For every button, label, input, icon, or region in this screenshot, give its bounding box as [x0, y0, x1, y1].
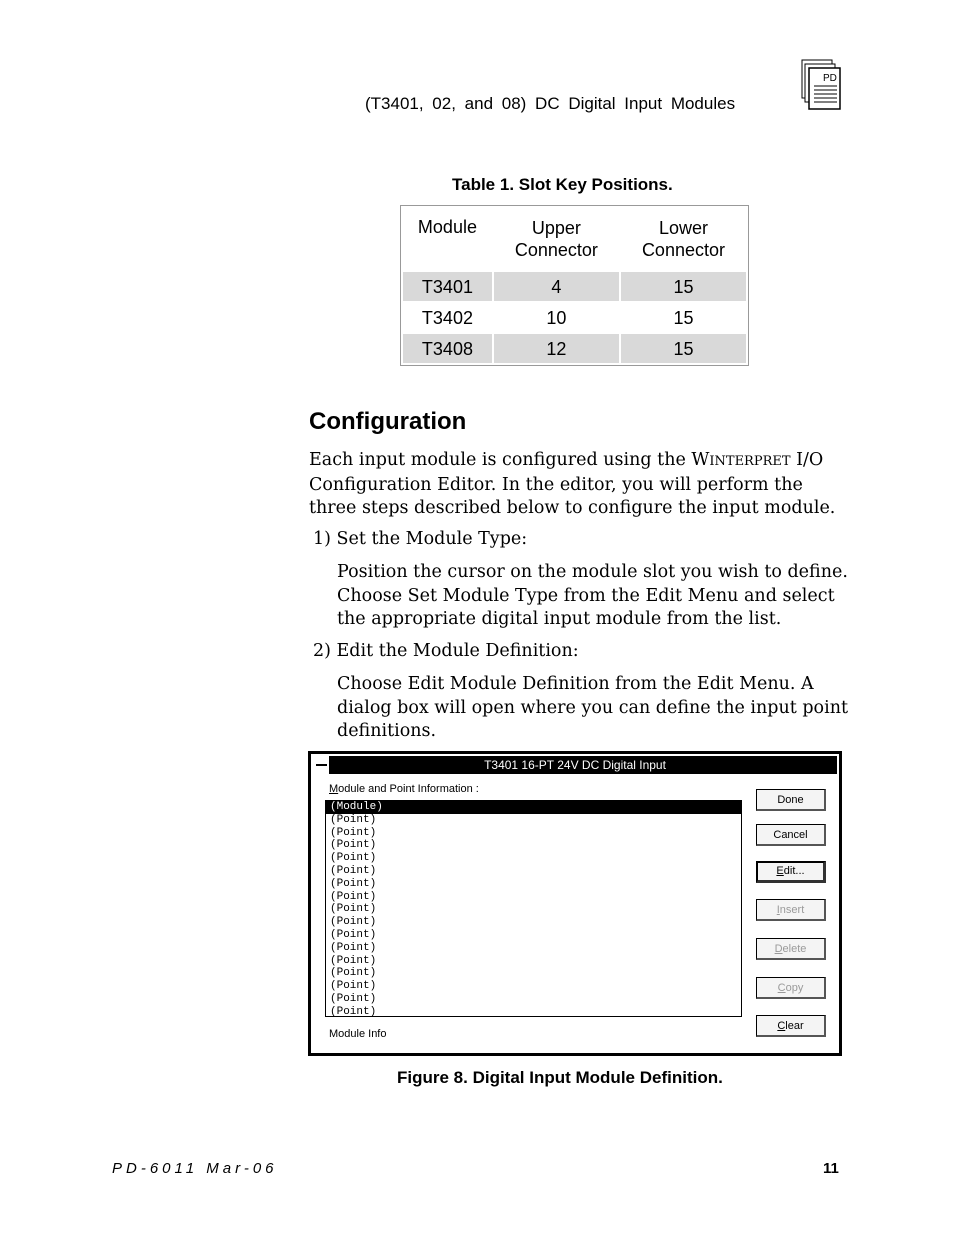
edit-mnemonic: E — [776, 865, 784, 877]
header-upper-line2: Connector — [514, 240, 598, 260]
step2-line-3: definitions. — [337, 721, 437, 741]
list-item[interactable]: (Point) — [330, 852, 377, 865]
list-item[interactable]: (Point) — [330, 890, 377, 903]
table-cell: 15 — [621, 272, 746, 301]
brand-first: W — [691, 450, 710, 470]
clear-mnemonic: C — [777, 1020, 786, 1032]
step1-line-3: the appropriate digital input module from the list. — [337, 609, 782, 629]
table-row — [403, 334, 746, 363]
delete-button[interactable] — [756, 938, 826, 960]
list-item[interactable]: (Point) — [330, 839, 377, 852]
delete-mnemonic: D — [774, 943, 783, 955]
intro-line-3: three steps described below to configure the input module. — [309, 498, 836, 518]
module-info-label: Module Info — [329, 1028, 387, 1040]
module-definition-dialog — [308, 751, 842, 1056]
list-item[interactable]: (Module) — [326, 801, 741, 814]
intro-pre: Each input module is configured using the — [309, 450, 692, 470]
header-upper-line1: Upper — [531, 218, 581, 238]
dialog-title-bar: T3401 16-PT 24V DC Digital Input — [313, 756, 837, 774]
clear-button[interactable] — [756, 1015, 826, 1037]
list-item[interactable]: (Point) — [330, 864, 377, 877]
clear-label-rest: lear — [785, 1020, 804, 1032]
list-item[interactable]: (Point) — [330, 980, 377, 993]
copy-mnemonic: C — [777, 982, 786, 994]
footer-page-number: 11 — [823, 1160, 839, 1177]
intro-paragraph — [309, 449, 835, 521]
list-item[interactable]: (Point) — [330, 813, 377, 826]
table-cell: 12 — [494, 334, 619, 363]
table-header-cell — [494, 208, 619, 270]
table-row — [403, 272, 746, 301]
slot-key-table — [400, 205, 749, 366]
list-item[interactable]: (Point) — [330, 941, 377, 954]
table-cell: 15 — [621, 334, 746, 363]
pd-document-icon — [801, 59, 841, 111]
step2-title: 2) Edit the Module Definition: — [313, 641, 579, 661]
table-cell: 10 — [546, 307, 567, 328]
table-header-row — [403, 208, 746, 270]
intro-line-2: Configuration Editor. In the editor, you will perform the — [309, 474, 803, 495]
table-cell: T3402 — [421, 307, 473, 328]
step2-body — [337, 673, 848, 744]
list-item[interactable]: (Point) — [330, 1005, 377, 1017]
system-menu-icon[interactable] — [313, 756, 331, 774]
cancel-button[interactable]: Cancel — [756, 824, 826, 846]
list-item[interactable]: (Point) — [330, 826, 377, 839]
step1-body — [337, 561, 848, 632]
step2-line-2: dialog box will open where you can define the input point — [337, 697, 848, 718]
table-row — [403, 303, 746, 332]
section-heading: Configuration — [309, 408, 467, 435]
table-cell: T3408 — [403, 334, 492, 363]
intro-post: I/O — [790, 450, 824, 470]
insert-label-rest: nsert — [779, 904, 805, 916]
module-point-listbox[interactable] — [325, 800, 742, 1017]
page-header-title: (T3401, 02, and 08) DC Digital Input Modules — [365, 94, 736, 113]
copy-button[interactable] — [756, 977, 826, 999]
insert-mnemonic: I — [776, 904, 780, 916]
footer-doc-id: PD-6011 Mar-06 — [112, 1160, 278, 1177]
table-cell: T3401 — [403, 272, 492, 301]
table-header-cell — [621, 208, 746, 270]
header-lower-line1: Lower — [658, 218, 708, 238]
table-header-cell: Module — [417, 217, 477, 237]
edit-label-rest: dit... — [783, 865, 805, 877]
label-rest: odule and Point Information : — [338, 783, 479, 795]
module-point-info-label — [329, 783, 479, 795]
delete-label-rest: elete — [782, 943, 807, 955]
list-item[interactable]: (Point) — [330, 928, 377, 941]
insert-button[interactable] — [756, 899, 826, 921]
list-item[interactable]: (Point) — [330, 954, 377, 967]
table-cell: 15 — [673, 307, 694, 328]
copy-label-rest: opy — [785, 982, 804, 994]
done-button[interactable]: Done — [756, 789, 826, 811]
list-item[interactable]: (Point) — [330, 877, 377, 890]
step1-line-1: Position the cursor on the module slot you wish to define. — [337, 562, 848, 582]
intro-line-1 — [309, 449, 835, 474]
label-mnemonic: M — [329, 783, 339, 795]
list-item[interactable]: (Point) — [330, 992, 377, 1005]
pd-icon-label: PD — [823, 73, 837, 84]
list-item[interactable]: (Point) — [330, 916, 377, 929]
list-item[interactable]: (Point) — [330, 967, 377, 980]
step2-line-1: Choose Edit Module Definition from the Edit Menu. A — [337, 674, 814, 694]
table-caption: Table 1. Slot Key Positions. — [452, 175, 673, 194]
brand-rest: INTERPRET — [709, 454, 791, 469]
table-cell: 4 — [494, 272, 619, 301]
figure-caption: Figure 8. Digital Input Module Definition. — [397, 1068, 723, 1087]
list-item[interactable]: (Point) — [330, 903, 377, 916]
step1-line-2: Choose Set Module Type from the Edit Menu and select — [337, 585, 835, 606]
header-lower-line2: Connector — [641, 240, 725, 260]
edit-button[interactable] — [756, 861, 826, 883]
step1-title: 1) Set the Module Type: — [313, 529, 528, 549]
